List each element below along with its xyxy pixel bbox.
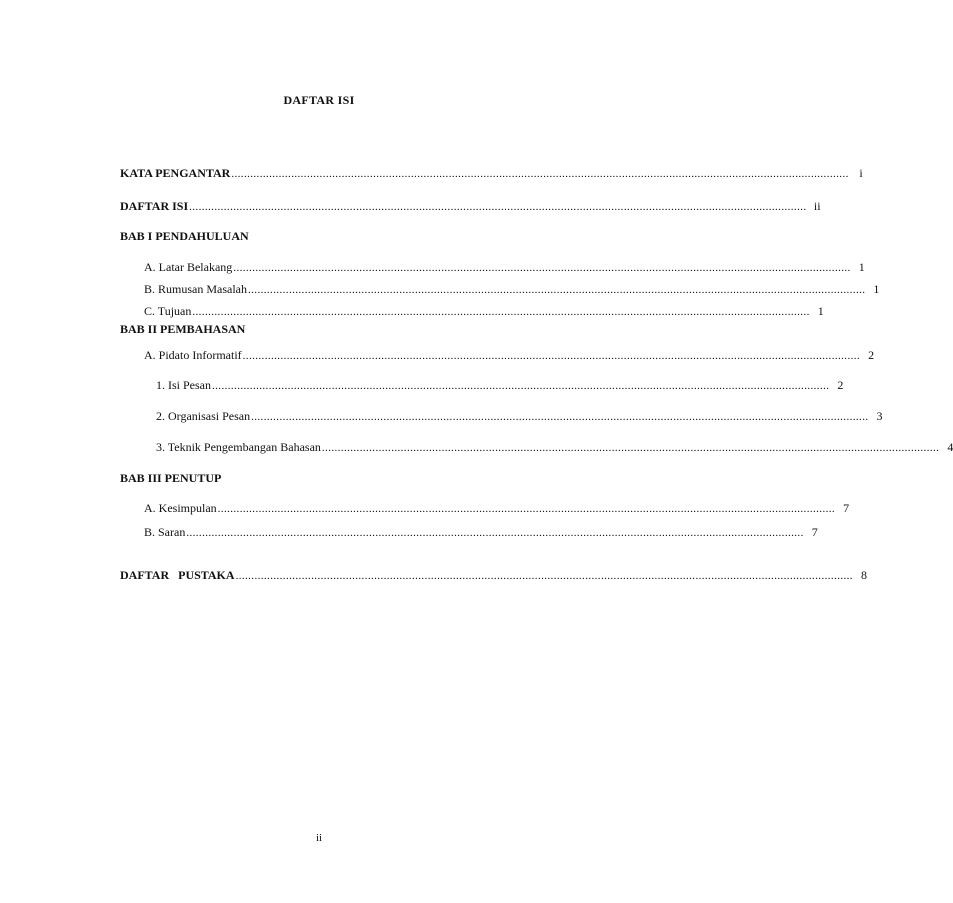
dot-leader: ....................................................................................................................................................................................................: [248, 284, 866, 296]
dot-leader: ....................................................................................................................................................................................................: [212, 380, 830, 392]
dot-leader: ....................................................................................................................................................................................................: [321, 442, 940, 454]
toc-entry-pidato-informatif[interactable]: [144, 347, 875, 363]
toc-page-number: 4: [947, 440, 953, 454]
toc-page-number: 7: [811, 525, 818, 539]
toc-entry-saran[interactable]: [144, 524, 818, 540]
toc-page-number: 1: [873, 282, 880, 296]
toc-page-number: 3: [876, 409, 883, 423]
toc-page-number: 1: [858, 260, 865, 274]
toc-entry-label: A. Kesimpulan: [144, 501, 217, 515]
dot-leader: ....................................................................................................................................................................................................: [233, 262, 851, 274]
page-title: DAFTAR ISI: [283, 93, 355, 107]
toc-entry-daftar-pustaka[interactable]: [120, 567, 867, 583]
toc-page-number: 2: [868, 348, 875, 362]
dot-leader: ....................................................................................................................................................................................................: [186, 527, 804, 539]
toc-entry-kesimpulan[interactable]: [144, 500, 850, 516]
toc-entry-label: DAFTAR ISI: [120, 199, 189, 213]
toc-entry-label: B. Rumusan Masalah: [144, 282, 247, 296]
toc-entry-kata-pengantar[interactable]: [120, 165, 863, 181]
toc-entry-label: KATA PENGANTAR: [120, 166, 231, 180]
toc-entry-teknik-pengembangan[interactable]: [156, 439, 953, 455]
dot-leader: ....................................................................................................................................................................................................: [235, 570, 853, 582]
toc-page-number: ii: [813, 199, 821, 213]
section-heading-bab-2: BAB II PEMBAHASAN: [120, 322, 246, 336]
toc-entry-label: 1. Isi Pesan: [156, 378, 211, 392]
toc-entry-latar-belakang[interactable]: [144, 259, 865, 275]
toc-entry-label: 2. Organisasi Pesan: [156, 409, 251, 423]
toc-entry-label: DAFTAR PUSTAKA: [120, 568, 235, 582]
toc-entry-label: A. Pidato Informatif: [144, 348, 242, 362]
toc-page-number: i: [859, 166, 863, 180]
dot-leader: ....................................................................................................................................................................................................: [192, 306, 810, 318]
toc-entry-rumusan-masalah[interactable]: [144, 281, 880, 297]
dot-leader: ....................................................................................................................................................................................................: [189, 201, 807, 213]
dot-leader: ....................................................................................................................................................................................................: [242, 350, 861, 362]
toc-entry-tujuan[interactable]: [144, 303, 824, 319]
toc-page-number: 1: [817, 304, 824, 318]
toc-entry-daftar-isi[interactable]: [120, 198, 821, 214]
dot-leader: ....................................................................................................................................................................................................: [231, 168, 849, 180]
toc-entry-label: 3. Teknik Pengembangan Bahasan: [156, 440, 321, 454]
toc-page-number: 7: [843, 501, 850, 515]
toc-page-number: 8: [860, 568, 867, 582]
section-heading-bab-3: BAB III PENUTUP: [120, 471, 222, 485]
dot-leader: ....................................................................................................................................................................................................: [217, 503, 836, 515]
toc-entry-label: C. Tujuan: [144, 304, 192, 318]
toc-page-number: 2: [837, 378, 844, 392]
toc-entry-isi-pesan[interactable]: [156, 377, 844, 393]
toc-entry-label: B. Saran: [144, 525, 186, 539]
section-heading-bab-1: BAB I PENDAHULUAN: [120, 229, 249, 243]
toc-entry-label: A. Latar Belakang: [144, 260, 233, 274]
page-number: ii: [315, 832, 323, 844]
toc-entry-organisasi-pesan[interactable]: [156, 408, 883, 424]
dot-leader: ....................................................................................................................................................................................................: [251, 411, 869, 423]
